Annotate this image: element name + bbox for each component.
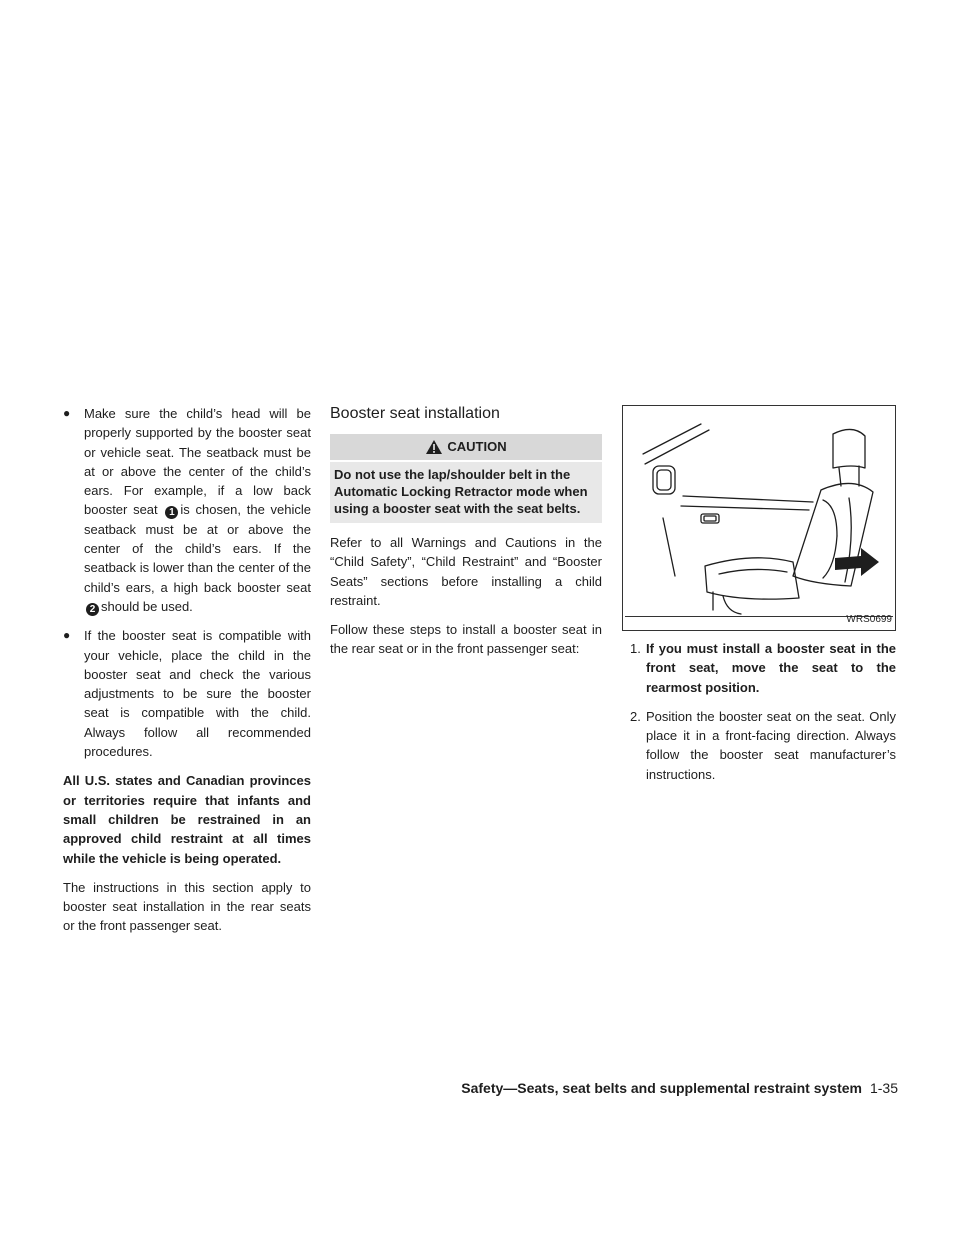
- section-heading: Booster seat installation: [330, 405, 500, 422]
- follow-steps-text: Follow these steps to install a booster seat in the rear seat or in the front passenger seat:: [330, 622, 602, 657]
- callout-2-icon: 2: [86, 603, 99, 616]
- footer-section-title: Safety—Seats, seat belts and supplemental restraint system: [461, 1080, 862, 1096]
- bullet-dot-icon: ●: [63, 406, 71, 420]
- left-column: [63, 404, 311, 946]
- bullet-dot-icon: ●: [63, 628, 71, 643]
- caution-header: CAUTION: [330, 434, 602, 460]
- bullet-item: ● Make sure the child’s head will be properly supported by the booster seat or vehicle seat. The seatback must be at or above the center of the child’s ears. For example, if a low back booster seat 1 is chosen, the vehicle seatback must be at or above the center of the child’s ears. If the seatback is lower than the center of the child’s ears, a high back booster seat 2 should be used.: [63, 406, 311, 615]
- page-number: 1-35: [869, 1080, 898, 1096]
- middle-column: [330, 404, 602, 669]
- step-2: 2. Position the booster seat on the seat. Only place it in a front-facing direction. Always follow the booster seat manufacturer’s instructions.: [630, 708, 896, 782]
- callout-1-icon: 1: [165, 506, 178, 519]
- bullet-item: ● If the booster seat is compatible with your vehicle, place the child in the booster seat and check the various adjustments to be sure the booster seat is compatible with the child. Always follow all recommended procedures.: [63, 628, 311, 760]
- right-column: [622, 405, 896, 794]
- caution-text: Do not use the lap/shoulder belt in the Automatic Locking Retractor mode when using a booster seat with the seat belts.: [330, 460, 602, 523]
- legal-requirement-text: All U.S. states and Canadian provinces or territories require that infants and small children be restrained in an approved child restraint at all times while the vehicle is being operated.: [63, 773, 311, 866]
- arrow-right-icon: [835, 548, 879, 576]
- front-seat-illustration: [623, 406, 895, 616]
- warning-triangle-icon: [425, 439, 443, 455]
- refer-warnings-text: Refer to all Warnings and Cautions in the “Child Safety”, “Child Restraint” and “Booster Seats” sections before installing a child restraint.: [330, 535, 602, 608]
- page-footer: [428, 1080, 898, 1096]
- instructions-scope-text: The instructions in this section apply to booster seat installation in the rear seats or the front passenger seat.: [63, 879, 311, 934]
- figure-code: WRS0699: [846, 613, 892, 625]
- step-1: 1. If you must install a booster seat in the front seat, move the seat to the rearmost position.: [630, 641, 896, 695]
- booster-seat-figure: [622, 405, 896, 631]
